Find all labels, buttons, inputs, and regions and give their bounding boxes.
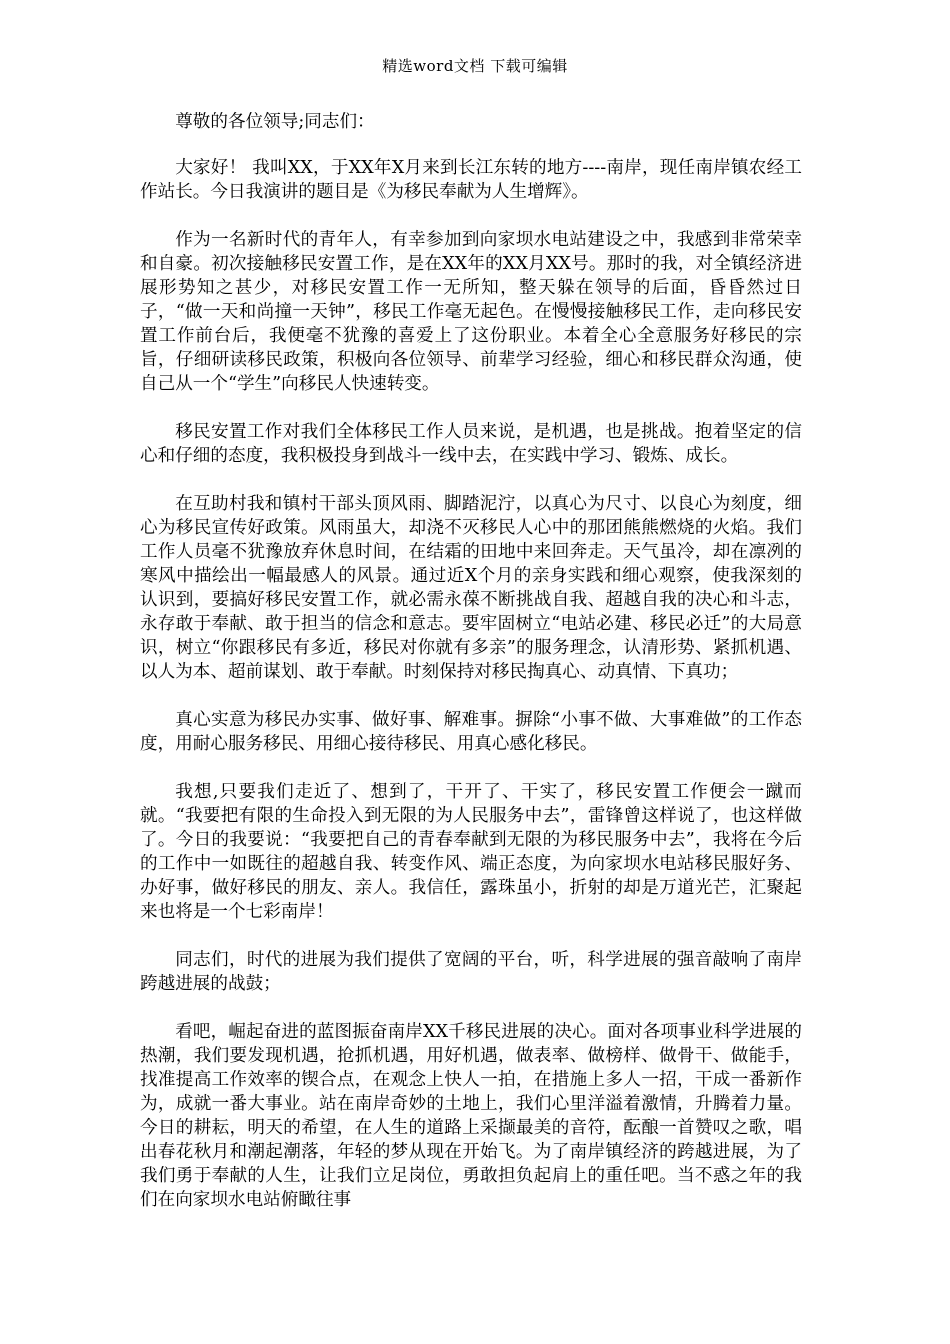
paragraph-8: 看吧，崛起奋进的蓝图振奋南岸XX千移民进展的决心。面对各项事业科学进展的热潮，我们要发现机遇，抢抓机遇，用好机遇，做表率、做榜样、做骨干、做能手，找准提高工作效率的锲合点，在观念上快人一拍，在措施上多人一招，干成一番新作为，成就一番大事业。站在南岸奇妙的土地上，我们心里洋溢着激情，升腾着力量。今日的耕耘，明天的希望，在人生的道路上采撷最美的音符，酝酿一首赞叹之歌，唱出春花秋月和潮起潮落，年轻的梦从现在开始飞。为了南岸镇经济的跨越进展，为了我们勇于奉献的人生，让我们立足岗位，勇敢担负起肩上的重任吧。当不惑之年的我们在向家坝水电站俯瞰往事 — [140, 1022, 802, 1210]
page-header: 精选word文档 下载可编辑 — [382, 57, 568, 75]
paragraph-2: 作为一名新时代的青年人，有幸参加到向家坝水电站建设之中，我感到非常荣幸和自豪。初次接触移民安置工作，是在XX年的XX月XX号。那时的我，对全镇经济进展形势知之甚少，对移民安置工作一无所知，整天躲在领导的后面，昏昏然过日子，“做一天和尚撞一天钟”，移民工作毫无起色。在慢慢接触移民工作，走向移民安置工作前台后，我便毫不犹豫的喜爱上了这份职业。本着全心全意服务好移民的宗旨，仔细研读移民政策，积极向各位领导、前辈学习经验，细心和移民群众沟通，使自己从一个“学生”向移民人快速转变。 — [140, 230, 802, 394]
paragraph-4: 在互助村我和镇村干部头顶风雨、脚踏泥泞，以真心为尺寸、以良心为刻度，细心为移民宣传好政策。风雨虽大，却浇不灭移民人心中的那团熊熊燃烧的火焰。我们工作人员毫不犹豫放弃休息时间，在结霜的田地中来回奔走。天气虽冷，却在凛冽的寒风中描绘出一幅最感人的风景。通过近X个月的亲身实践和细心观察，使我深刻的认识到，要搞好移民安置工作，就必需永葆不断挑战自我、超越自我的决心和斗志，永存敢于奉献、敢于担当的信念和意志。要牢固树立“电站必建、移民必迁”的大局意识，树立“你跟移民有多近，移民对你就有多亲”的服务理念，认清形势、紧抓机遇、以人为本、超前谋划、敢于奉献。时刻保持对移民掏真心、动真情、下真功； — [140, 494, 802, 682]
paragraph-6: 我想,只要我们走近了、想到了，干开了、干实了，移民安置工作便会一蹴而就。“我要把有限的生命投入到无限的为人民服务中去”，雷锋曾这样说了，也这样做了。今日的我要说：“我要把自己的青春奉献到无限的为移民服务中去”，我将在今后的工作中一如既往的超越自我、转变作风、端正态度，为向家坝水电站移民服好务、办好事，做好移民的朋友、亲人。我信任，露珠虽小，折射的却是万道光芒，汇聚起来也将是一个七彩南岸！ — [140, 782, 802, 922]
paragraph-7: 同志们，时代的进展为我们提供了宽阔的平台，听，科学进展的强音敲响了南岸跨越进展的战鼓； — [140, 950, 802, 994]
document-body — [140, 110, 802, 1212]
paragraph-3: 移民安置工作对我们全体移民工作人员来说，是机遇，也是挑战。抱着坚定的信心和仔细的态度，我积极投身到战斗一线中去，在实践中学习、锻炼、成长。 — [140, 422, 802, 466]
paragraph-5: 真心实意为移民办实事、做好事、解难事。摒除“小事不做、大事难做”的工作态度，用耐心服务移民、用细心接待移民、用真心感化移民。 — [140, 710, 802, 754]
salutation: 尊敬的各位领导;同志们： — [175, 112, 375, 132]
paragraph-intro: 大家好！ 我叫XX，于XX年X月来到长江东转的地方----南岸，现任南岸镇农经工作站长。今日我演讲的题目是《为移民奉献为人生增辉》。 — [140, 158, 802, 202]
